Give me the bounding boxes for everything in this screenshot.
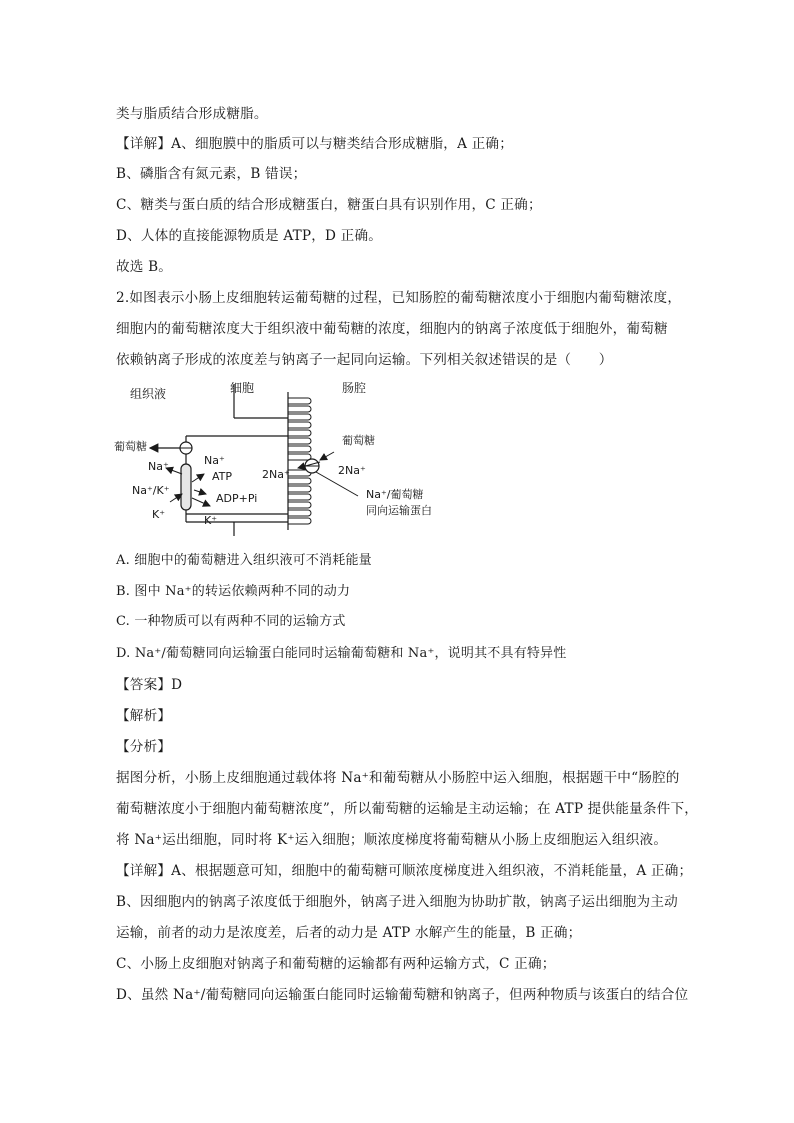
option-b: B. 图中 Na⁺的转运依赖两种不同的动力 (116, 584, 351, 599)
label-lumen: 肠腔 (342, 381, 367, 395)
label-cell: 细胞 (230, 381, 255, 395)
question-text: 依赖钠离子形成的浓度差与钠离子一起同向运输。下列相关叙述错误的是（ ） (116, 352, 613, 368)
label-na-left: Na⁺ (148, 460, 169, 473)
option-a: A. 细胞中的葡萄糖进入组织液可不消耗能量 (116, 553, 372, 568)
detail-text: 【详解】A、根据题意可知，细胞中的葡萄糖可顺浓度梯度进入组织液，不消耗能量，A 正确； (116, 863, 693, 879)
analysis-text: 将 Na⁺运出细胞，同时将 K⁺运入细胞；顺浓度梯度将葡萄糖从小肠上皮细胞运入组织液。 (116, 832, 668, 848)
text-line: C、糖类与蛋白质的结合形成糖蛋白，糖蛋白具有识别作用，C 正确； (116, 197, 542, 213)
sodium-potassium-pump (181, 464, 191, 510)
label-glucose-left: 葡萄糖 (114, 440, 147, 453)
option-c: C. 一种物质可以有两种不同的运输方式 (116, 614, 346, 629)
label-glucose-right: 葡萄糖 (342, 434, 375, 447)
text-line: B、磷脂含有氮元素，B 错误； (116, 166, 307, 182)
label-2na-right: 2Na⁺ (338, 464, 366, 477)
glucose-transport-diagram (112, 378, 492, 538)
detail-text: B、因细胞内的钠离子浓度低于细胞外，钠离子进入细胞为协助扩散，钠离子运出细胞为主动 (116, 894, 678, 910)
text-line: 故选 B。 (116, 259, 173, 275)
label-cotransporter-1: Na⁺/葡萄糖 (366, 488, 424, 501)
analysis-text: 据图分析，小肠上皮细胞通过载体将 Na⁺和葡萄糖从小肠腔中运入细胞，根据题干中“肠腔的 (116, 770, 680, 786)
detail-text: 运输，前者的动力是浓度差，后者的动力是 ATP 水解产生的能量，B 正确； (116, 925, 582, 941)
label-na-k: Na⁺/K⁺ (132, 484, 170, 497)
option-d: D. Na⁺/葡萄糖同向运输蛋白能同时运输葡萄糖和 Na⁺，说明其不具有特异性 (116, 646, 567, 661)
detail-text: C、小肠上皮细胞对钠离子和葡萄糖的运输都有两种运输方式，C 正确； (116, 956, 556, 972)
analysis-text: 葡萄糖浓度小于细胞内葡萄糖浓度”，所以葡萄糖的运输是主动运输；在 ATP 提供能量条件下， (116, 801, 699, 817)
text-line: D、人体的直接能源物质是 ATP，D 正确。 (116, 228, 383, 244)
detail-text: D、虽然 Na⁺/葡萄糖同向运输蛋白能同时运输葡萄糖和钠离子，但两种物质与该蛋白的结合位 (116, 987, 689, 1003)
label-atp: ATP (212, 470, 233, 483)
analysis-heading: 【解析】 (116, 708, 172, 724)
label-tissue-fluid: 组织液 (130, 387, 167, 401)
label-2na-left: 2Na⁺ (262, 468, 290, 481)
answer-label: 【答案】D (116, 677, 183, 693)
label-k-left: K⁺ (152, 508, 166, 521)
label-cotransporter-2: 同向运输蛋白 (366, 504, 432, 517)
question-text: 细胞内的葡萄糖浓度大于组织液中葡萄糖的浓度，细胞内的钠离子浓度低于细胞外，葡萄糖 (116, 321, 668, 337)
label-k-in: K⁺ (204, 514, 218, 527)
question-text: 2.如图表示小肠上皮细胞转运葡萄糖的过程，已知肠腔的葡萄糖浓度小于细胞内葡萄糖浓度， (116, 290, 682, 306)
text-line: 类与脂质结合形成糖脂。 (116, 106, 268, 122)
text-line: 【详解】A、细胞膜中的脂质可以与糖类结合形成糖脂，A 正确； (116, 136, 513, 152)
label-na-in: Na⁺ (204, 454, 225, 467)
label-adp: ADP+Pi (216, 492, 258, 505)
analysis-subheading: 【分析】 (116, 739, 172, 755)
